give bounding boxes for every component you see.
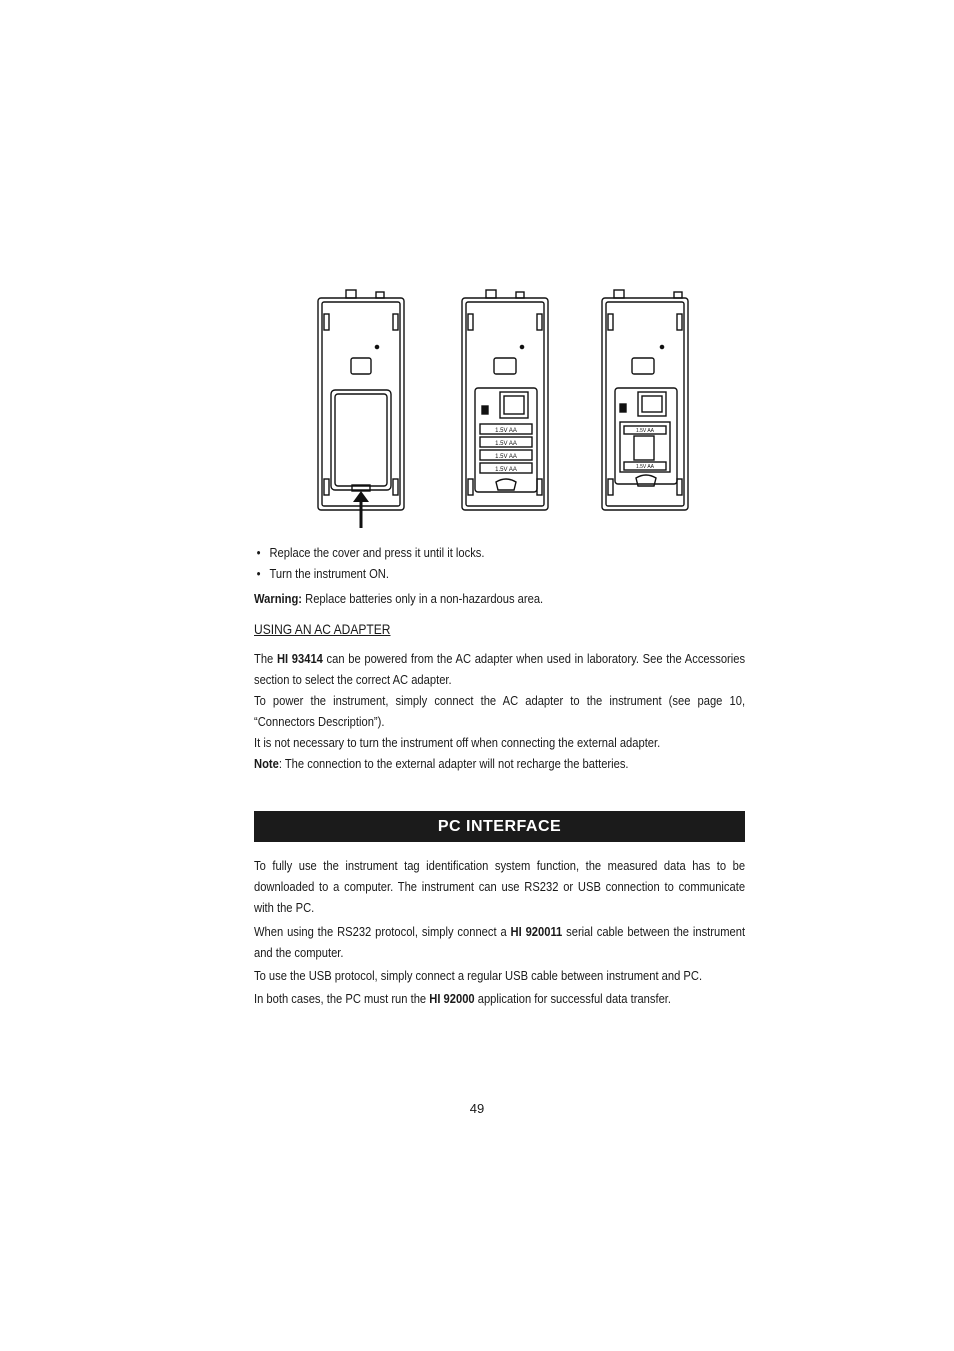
bullet-item: • Turn the instrument ON. — [256, 566, 389, 581]
svg-text:1.5V AA: 1.5V AA — [495, 441, 517, 447]
ac-paragraph-3: It is not necessary to turn the instrument off when connecting the external adapter. — [254, 735, 661, 750]
bullet-item: • Replace the cover and press it until it locks. — [256, 545, 485, 560]
warning-text: Replace batteries only in a non-hazardous area. — [302, 591, 544, 606]
instruction-bullets — [254, 542, 745, 584]
pc-paragraph-1: To fully use the instrument tag identification system function, the measured data has to be downloaded to a computer. The instrument can use RS232 or USB connection to communicate with the PC. — [254, 858, 746, 915]
section-title: PC INTERFACE — [437, 817, 562, 835]
note-label: Note — [254, 756, 279, 771]
svg-text:1.5V AA: 1.5V AA — [495, 428, 517, 434]
svg-text:1.5V AA: 1.5V AA — [495, 467, 517, 473]
ac-paragraph-2: To power the instrument, simply connect the AC adapter to the instrument (see page 10, “Connectors Description”). — [254, 693, 746, 729]
model-number: HI 93414 — [276, 651, 323, 666]
warning-label: Warning: — [254, 591, 303, 606]
warning-line — [254, 588, 745, 609]
ac-adapter-heading: USING AN AC ADAPTER — [254, 621, 391, 637]
svg-text:1.5V AA: 1.5V AA — [635, 464, 655, 470]
device-back-cover-closed — [318, 290, 404, 510]
ac-paragraph-1: The HI 93414 can be powered from the AC adapter when used in laboratory. See the Accessories section to select the correct AC adapter. — [254, 651, 746, 687]
ac-note: Note: The connection to the external adapter will not recharge the batteries. — [254, 756, 629, 771]
device-back-aa-batteries — [462, 290, 548, 510]
pc-paragraph-2: When using the RS232 protocol, simply connect a HI 920011 serial cable between the instrument and the computer. — [254, 924, 746, 960]
svg-text:1.5V AA: 1.5V AA — [495, 454, 517, 460]
pc-interface-banner — [254, 811, 745, 842]
svg-text:1.5V AA: 1.5V AA — [635, 428, 655, 434]
device-back-battery-pack — [602, 290, 688, 510]
cable-model: HI 920011 — [510, 924, 563, 939]
pc-paragraph-3: To use the USB protocol, simply connect a regular USB cable between instrument and PC. — [254, 968, 703, 983]
battery-replacement-figure — [310, 286, 700, 530]
application-name: HI 92000 — [429, 991, 475, 1006]
page-number: 49 — [469, 1101, 485, 1116]
pc-paragraph-4: In both cases, the PC must run the HI 92000 application for successful data transfer. — [254, 991, 672, 1006]
